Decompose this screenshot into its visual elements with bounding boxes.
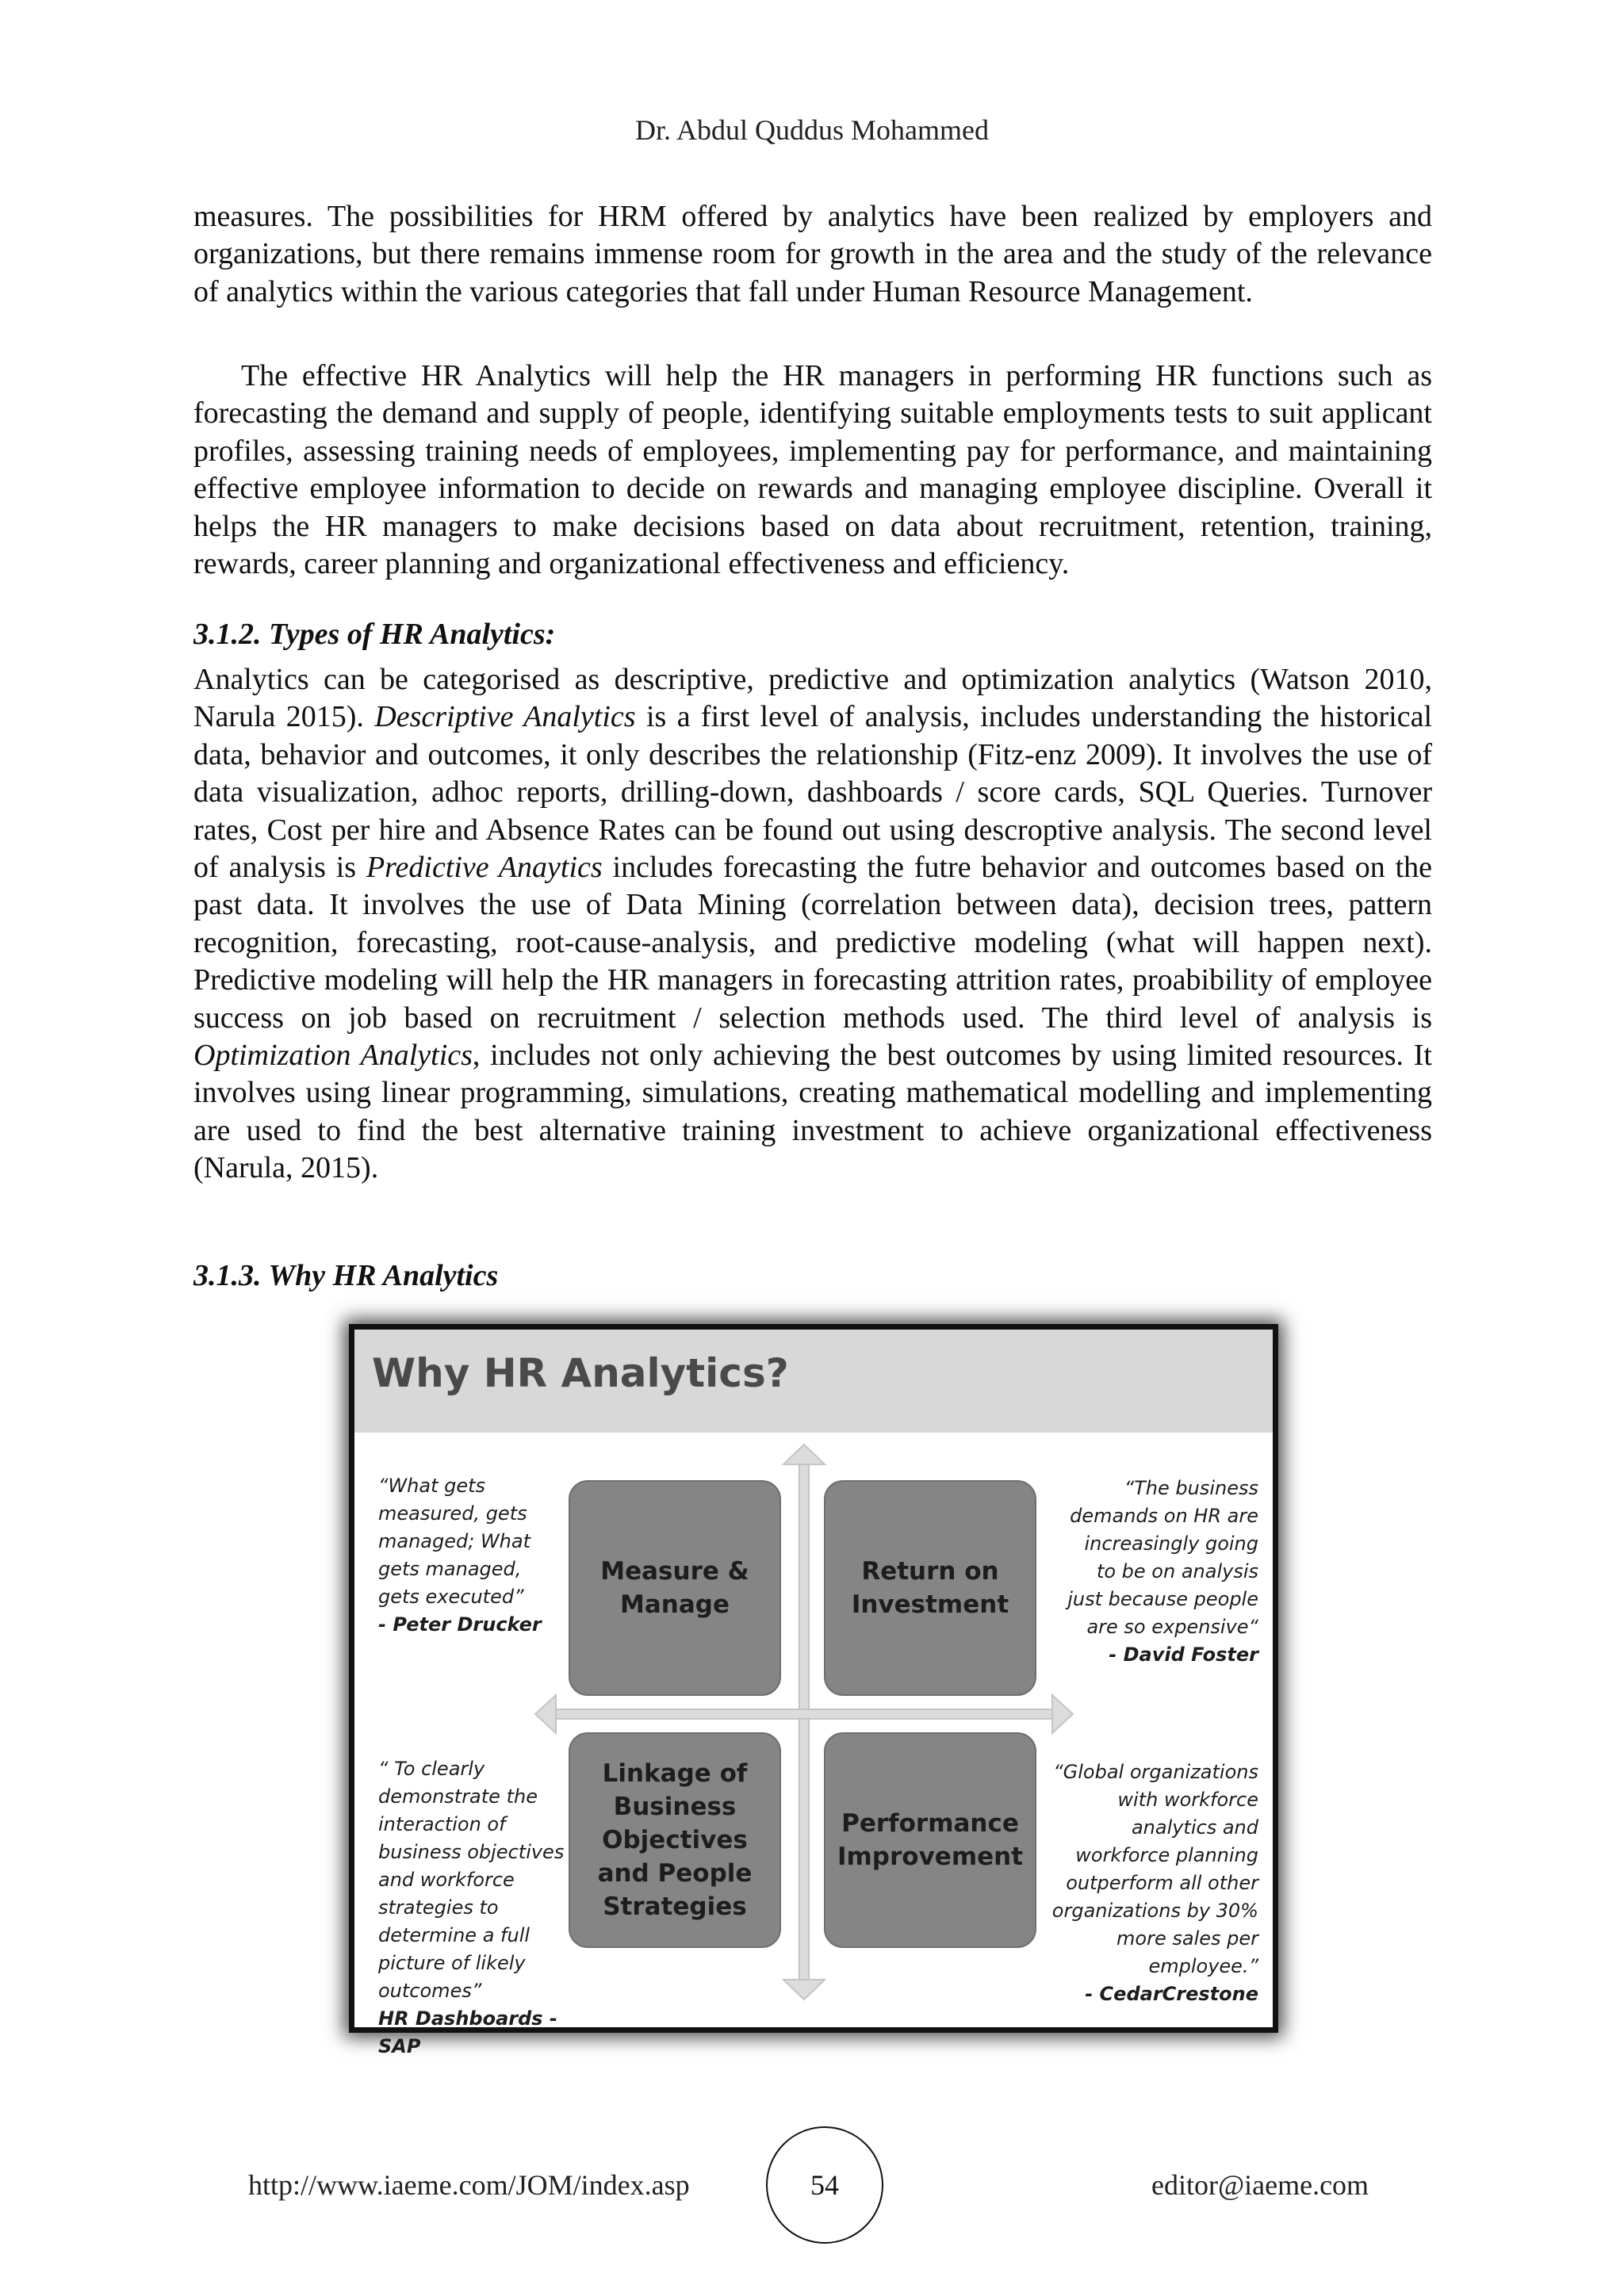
- arrow-up-head: [783, 1445, 825, 1464]
- paragraph-2: The effective HR Analytics will help the HR managers in performing HR functions such as forecasting the demand and supply of people, identifying suitable employments tests to suit applicant profiles, assessing training needs of employees, implementing pay for performance, and maintaining effective employee information to decide on rewards and managing employee discipline. Overall it helps the HR managers to make decisions based on data about recruitment, retention, training, rewards, career planning and organizational effectiveness and efficiency.: [193, 359, 1432, 581]
- quote-peter-drucker: “What gets measured, gets managed; What gets managed, gets executed” - Peter Drucker: [378, 1475, 542, 1636]
- quote-david-foster: “The business demands on HR are increasingly going to be on analysis just because people are so expensive“ - David Foster: [1067, 1477, 1258, 1666]
- arrow-down-head: [783, 1980, 825, 1999]
- paragraph-1: measures. The possibilities for HRM offered by analytics have been realized by employers and organizations, but there remains immense room for growth in the area and the study of the relevance of analytics within the various categories that fall under Human Resource Management.: [193, 200, 1432, 308]
- footer-email-link[interactable]: editor@iaeme.com: [1151, 2169, 1369, 2201]
- footer-url-link[interactable]: http://www.iaeme.com/JOM/index.asp: [248, 2169, 690, 2201]
- term-descriptive-analytics: Descriptive Analytics: [374, 700, 636, 734]
- box-measure-manage: Measure & Manage: [569, 1480, 781, 1696]
- term-predictive-analytics: Predictive Anaytics: [366, 851, 603, 885]
- box-linkage-objectives: Linkage of Business Objectives and People Strategies: [569, 1732, 781, 1948]
- section-heading-3-1-2: 3.1.2. Types of HR Analytics:: [193, 618, 556, 651]
- quote-cedarcrestone: “Global organizations with workforce analytics and workforce planning outperform all other organizations by 30% more sales per employee.” - CedarCrestone: [1051, 1761, 1258, 2005]
- arrow-right-head: [1052, 1695, 1073, 1733]
- box-return-on-investment: Return on Investment: [824, 1480, 1036, 1696]
- quote-hr-dashboards-sap: “ To clearly demonstrate the interaction of business objectives and workforce strategies to determine a full picture of likely outcomes” HR Dashboards - SAP: [378, 1758, 565, 2057]
- section-heading-3-1-3: 3.1.3. Why HR Analytics: [193, 1259, 499, 1292]
- why-hr-analytics-figure: [349, 1324, 1278, 2057]
- paragraph-3: Analytics can be categorised as descriptive, predictive and optimization analytics (Watson 2010, Narula 2015). Descriptive Analytics is a first level of analysis, includes understanding the historical data, behavior and outcomes, it only describes the relationship (Fitz-enz 2009). It involves the use of data visualization, adhoc reports, drilling-down, dashboards / score cards, SQL Queries. Turnover rates, Cost per hire and Absence Rates can be found out using descroptive analysis. The second level of analysis is Predictive Anaytics includes forecasting the futre behavior and outcomes based on the past data. It involves the use of Data Mining (correlation between data), decision trees, pattern recognition, forecasting, root-cause-analysis, and predictive modeling (what will happen next). Predictive modeling will help the HR managers in forecasting attrition rates, proabibility of employee success on job based on recruitment / selection methods used. The third level of analysis is Optimization Analytics, includes not only achieving the best outcomes by using limited resources. It involves using linear programming, simulations, creating mathematical modelling and implementing are used to find the best alternative training investment to achieve organizational effectiveness (Narula, 2015).: [193, 663, 1433, 1185]
- term-optimization-analytics: Optimization Analytics: [193, 1039, 473, 1073]
- box-performance-improvement: Performance Improvement: [824, 1732, 1036, 1948]
- page-number: 54: [766, 2126, 883, 2244]
- horizontal-axis-shaft: [551, 1709, 1057, 1719]
- vertical-axis-shaft: [799, 1461, 809, 1983]
- figure-title: Why HR Analytics?: [372, 1350, 789, 1396]
- running-header: Dr. Abdul Quddus Mohammed: [635, 114, 989, 146]
